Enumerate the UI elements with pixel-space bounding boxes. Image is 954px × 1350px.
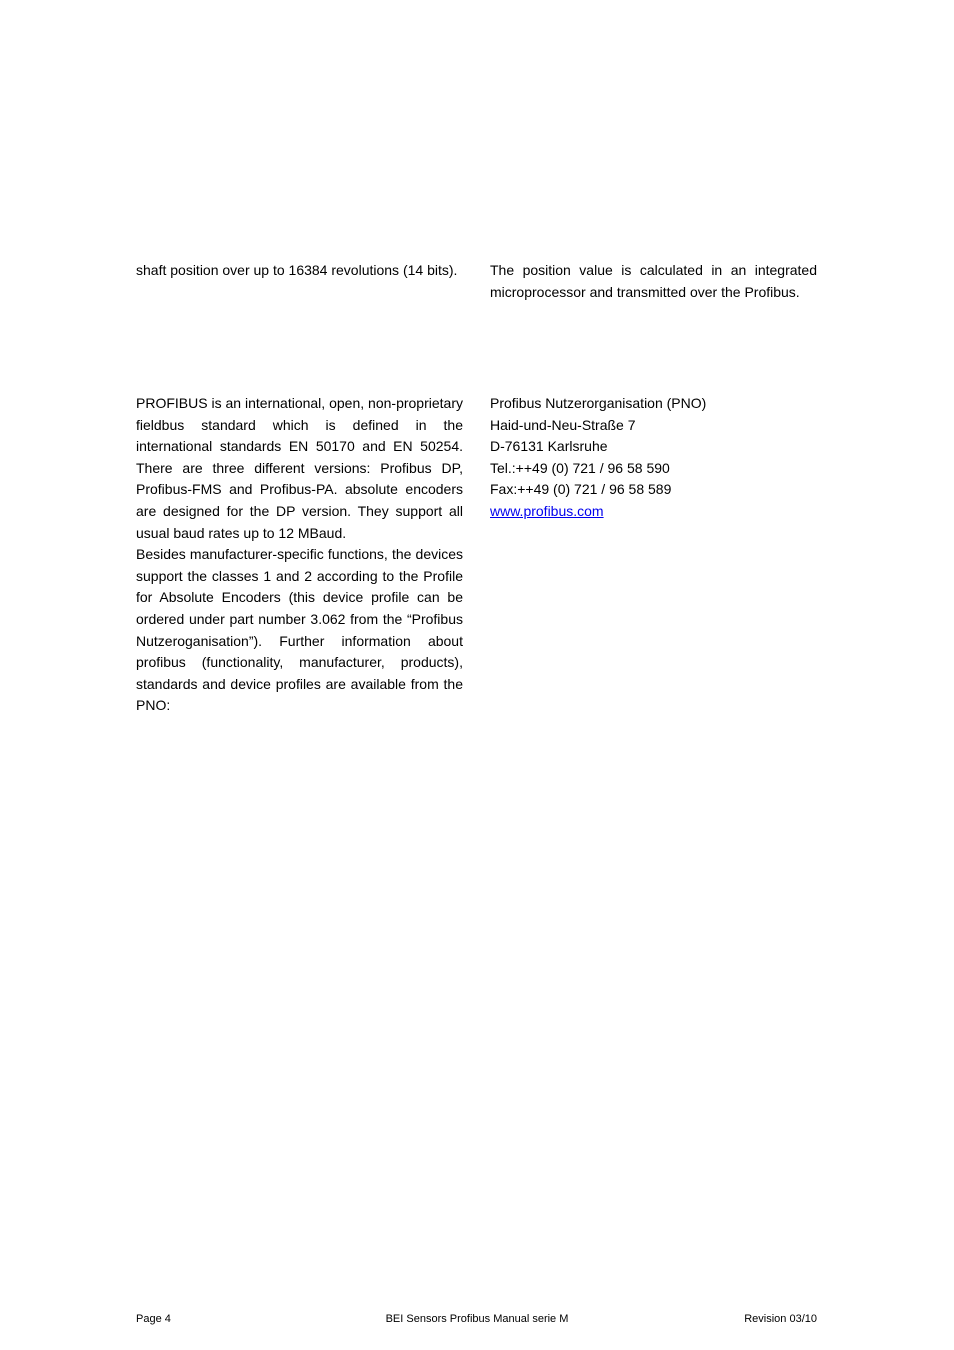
profibus-intro-paragraph: PROFIBUS is an international, open, non-proprietary fieldbus standard which is defined in the international standards EN 50170 and EN 50254. There are three different versions: Profibus DP, Profibus-FMS and Profibus-PA. absolute encoders are designed for the DP version. They support all usual baud rates up to 12 MBaud. [136,395,463,541]
pno-contact-block [490,393,817,523]
profibus-functions-paragraph: Besides manufacturer-specific functions, the devices support the classes 1 and 2 according to the Profile for Absolute Encoders (this device profile can be ordered under part number 3.062 from the “Profibus Nutzeroganisation”). Further information about profibus (functionality, manufacturer, products), standards and device profiles are available from the PNO: [136,546,463,714]
contact-fax: Fax:++49 (0) 721 / 96 58 589 [490,481,672,498]
section1-right-column [490,260,817,303]
section1-left-column [136,260,463,282]
contact-website-line [490,501,817,523]
footer-document-title: BEI Sensors Profibus Manual serie M [385,1313,569,1325]
section2-left-column [136,393,463,717]
profibus-website-link[interactable]: www.profibus.com [490,502,604,519]
footer-revision: Revision 03/10 [744,1313,817,1325]
contact-street: Haid-und-Neu-Straße 7 [490,416,636,433]
contact-organisation: Profibus Nutzerorganisation (PNO) [490,395,707,411]
contact-phone: Tel.:++49 (0) 721 / 96 58 590 [490,459,670,476]
contact-city: D-76131 Karlsruhe [490,438,608,455]
footer-page-number: Page 4 [136,1313,171,1325]
position-range-paragraph: shaft position over up to 16384 revolutions (14 bits). [136,262,458,278]
position-calculation-paragraph: The position value is calculated in an integrated microprocessor and transmitted over the Profibus. [490,262,817,300]
